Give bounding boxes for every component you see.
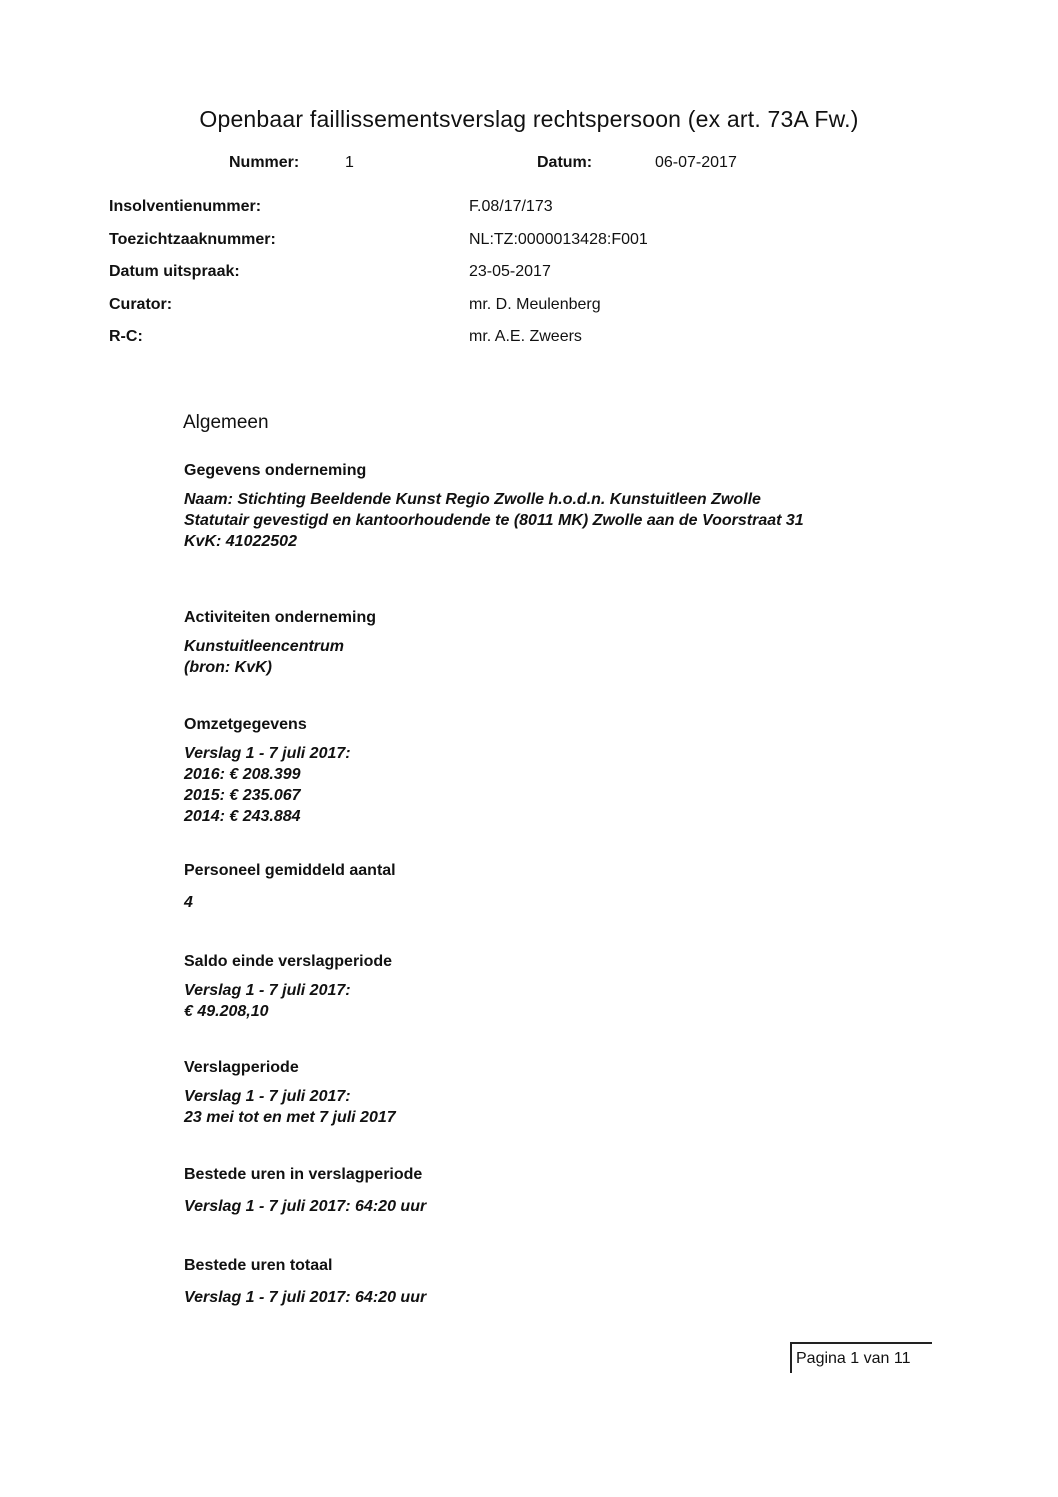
insolventienummer-label: Insolventienummer:: [109, 198, 262, 215]
section-title-algemeen: Algemeen: [183, 412, 269, 433]
body-line: € 49.208,10: [184, 1003, 269, 1020]
block-heading: Bestede uren in verslagperiode: [184, 1166, 423, 1183]
block-personeel: [184, 862, 964, 913]
body-line: KvK: 41022502: [184, 533, 297, 550]
body-line: 23 mei tot en met 7 juli 2017: [184, 1109, 396, 1126]
block-body: [184, 743, 964, 827]
body-line: Naam: Stichting Beeldende Kunst Regio Zwolle h.o.d.n. Kunstuitleen Zwolle: [184, 491, 761, 508]
block-gegevens-onderneming: [184, 462, 964, 552]
body-line: Verslag 1 - 7 juli 2017:: [184, 982, 351, 999]
nummer-label: Nummer:: [229, 154, 300, 171]
body-line: Kunstuitleencentrum: [184, 638, 345, 655]
block-body: [184, 1287, 964, 1308]
block-heading: Bestede uren totaal: [184, 1257, 333, 1274]
toezichtzaaknummer-value: NL:TZ:0000013428:F001: [469, 231, 648, 248]
page-number: Pagina 1 van 11: [796, 1350, 911, 1367]
block-body: [184, 1196, 964, 1217]
block-body: [184, 636, 964, 678]
block-bestede-uren-periode: [184, 1166, 964, 1217]
body-line: (bron: KvK): [184, 659, 272, 676]
body-line: 4: [184, 894, 193, 911]
block-heading: Verslagperiode: [184, 1059, 299, 1076]
body-line: Statutair gevestigd en kantoorhoudende te (8011 MK) Zwolle aan de Voorstraat 31: [184, 512, 804, 529]
body-line: 2016: € 208.399: [184, 766, 301, 783]
body-line: Verslag 1 - 7 juli 2017: 64:20 uur: [184, 1198, 427, 1215]
document-title: Openbaar faillissementsverslag rechtspersoon (ex art. 73A Fw.): [199, 106, 859, 132]
block-omzetgegevens: [184, 716, 964, 827]
block-body: [184, 980, 964, 1022]
body-line: 2015: € 235.067: [184, 787, 301, 804]
block-body: [184, 1086, 964, 1128]
body-line: 2014: € 243.884: [184, 808, 301, 825]
body-line: Verslag 1 - 7 juli 2017: 64:20 uur: [184, 1289, 427, 1306]
curator-label: Curator:: [109, 296, 173, 313]
block-heading: Saldo einde verslagperiode: [184, 953, 393, 970]
block-heading: Personeel gemiddeld aantal: [184, 862, 396, 879]
datum-value: 06-07-2017: [655, 154, 737, 171]
rc-value: mr. A.E. Zweers: [469, 328, 582, 345]
block-saldo: [184, 953, 964, 1022]
curator-value: mr. D. Meulenberg: [469, 296, 601, 313]
block-heading: Activiteiten onderneming: [184, 609, 377, 626]
block-heading: Gegevens onderneming: [184, 462, 367, 479]
datum-label: Datum:: [537, 154, 593, 171]
nummer-value: 1: [345, 154, 354, 171]
block-bestede-uren-totaal: [184, 1257, 964, 1308]
block-heading: Omzetgegevens: [184, 716, 307, 733]
datum-uitspraak-label: Datum uitspraak:: [109, 263, 240, 280]
body-line: Verslag 1 - 7 juli 2017:: [184, 1088, 351, 1105]
block-activiteiten-onderneming: [184, 609, 964, 678]
block-body: [184, 489, 964, 552]
datum-uitspraak-value: 23-05-2017: [469, 263, 551, 280]
toezichtzaaknummer-label: Toezichtzaaknummer:: [109, 231, 276, 248]
insolventienummer-value: F.08/17/173: [469, 198, 553, 215]
block-verslagperiode: [184, 1059, 964, 1128]
body-line: Verslag 1 - 7 juli 2017:: [184, 745, 351, 762]
block-body: [184, 892, 964, 913]
rc-label: R-C:: [109, 328, 143, 345]
page-number-box: [790, 1342, 932, 1373]
